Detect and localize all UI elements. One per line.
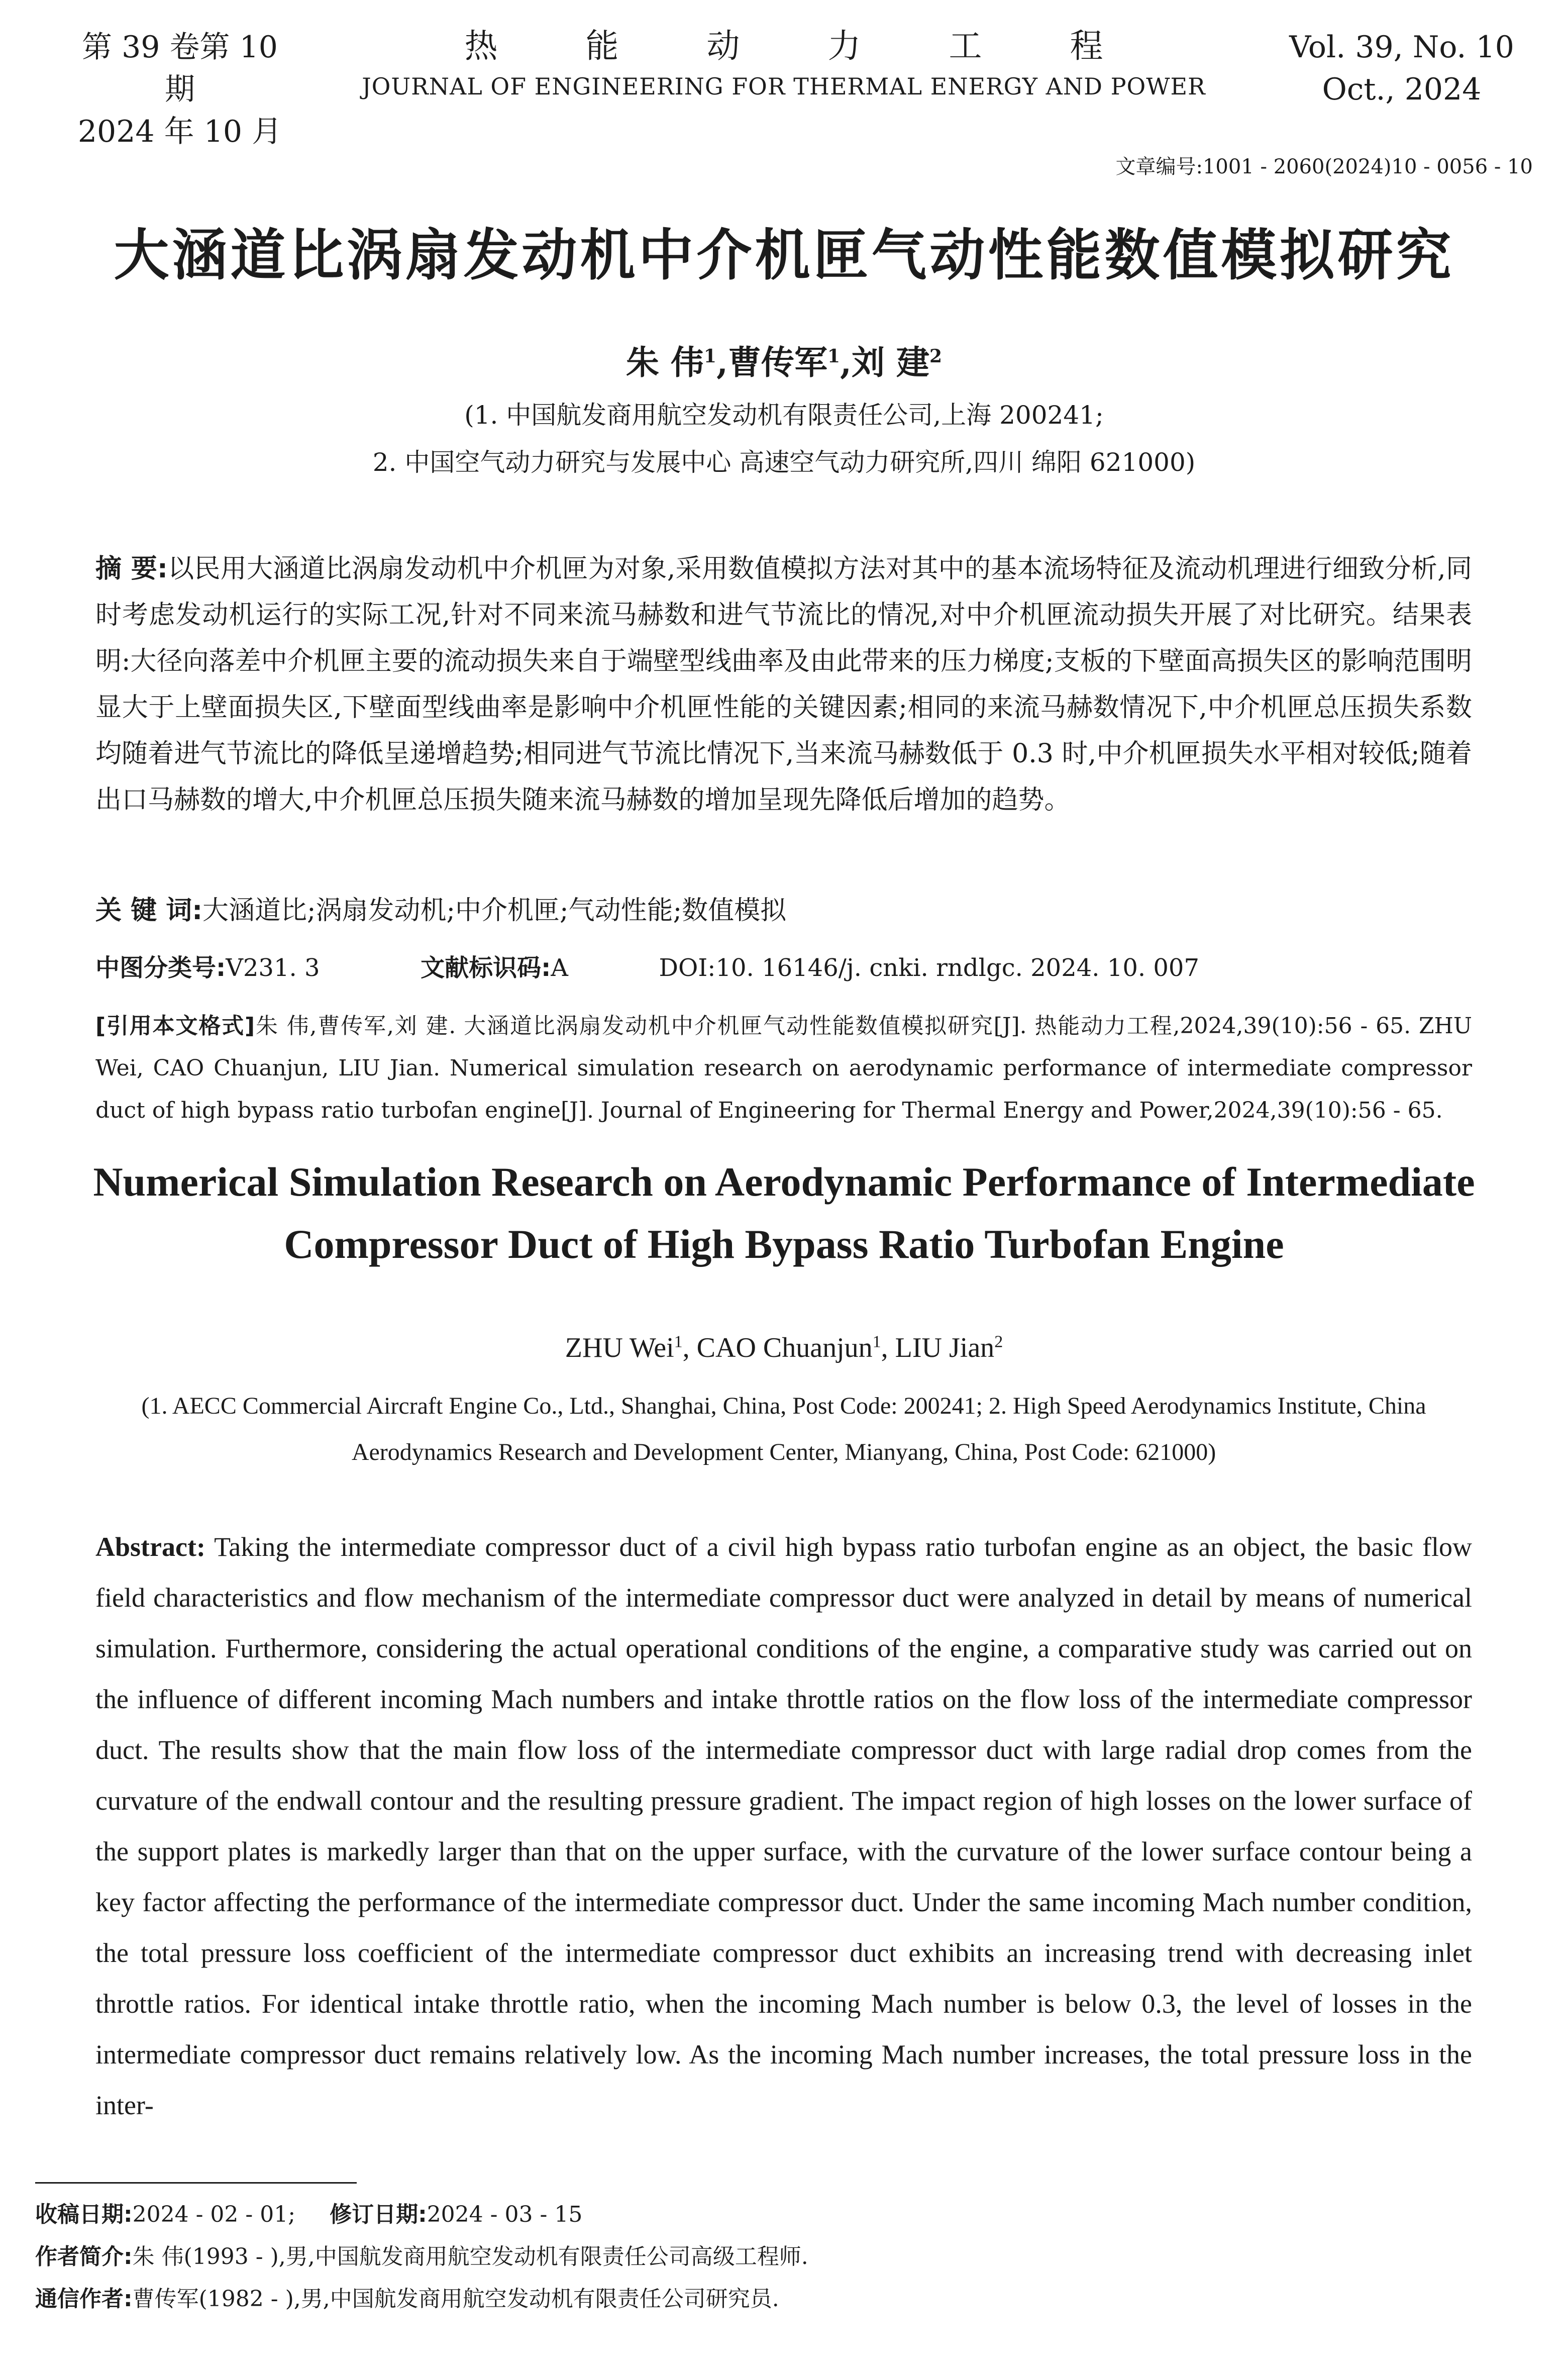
footnote-corresponding <box>35 2283 1532 2316</box>
paper-title-en <box>0 1151 1568 1275</box>
issue-date-en: Oct., 2024 <box>1322 72 1482 107</box>
author-name: 曹传军 <box>727 343 827 382</box>
affiliations-en: (1. AECC Commercial Aircraft Engine Co., Ltd., Shanghai, China, Post Code: 200241; 2. High Speed Aerodynamics Institute, China Aerodynamics Research and Development Center, Mianyang, China, Post Code: 621000) <box>141 1393 1426 1465</box>
affiliation-cn-line: 2. 中国空气动力研究与发展中心 高速空气动力研究所,四川 绵阳 621000) <box>372 448 1196 477</box>
clc-label: 中图分类号: <box>95 954 226 982</box>
classification-line <box>95 945 1472 991</box>
citation-label: [引用本文格式] <box>95 1013 255 1039</box>
revised-label: 修订日期: <box>330 2202 427 2227</box>
author-affiliation-mark: 1 <box>827 346 841 367</box>
footnote-dates <box>35 2198 1532 2231</box>
authors-en: ZHU Wei$^1$, CAO Chuanjun$^1$, LIU Jian$^2$ <box>565 1332 1003 1363</box>
issue-volume-en: Vol. 39, No. 10 <box>1289 30 1514 65</box>
issue-volume-cn: 第 39 卷第 10 期 <box>82 30 278 107</box>
paper-title-en-line: Compressor Duct of High Bypass Ratio Turbofan Engine <box>284 1221 1284 1267</box>
clc-value: V231. 3 <box>226 954 320 982</box>
author-name: 朱 伟 <box>625 343 704 382</box>
paper-title-en-line: Numerical Simulation Research on Aerodynamic Performance of Intermediate <box>93 1159 1475 1205</box>
author-name-en: ZHU Wei <box>565 1332 674 1363</box>
corresponding-text: 曹传军(1982 - ),男,中国航发商用航空发动机有限责任公司研究员. <box>132 2286 779 2312</box>
abstract-cn <box>95 546 1472 823</box>
revised-date: 2024 - 03 - 15 <box>427 2202 583 2227</box>
abstract-en-text: Taking the intermediate compressor duct of a civil high bypass ratio turbofan engine as an object, the basic flow field characteristics and flow mechanism of the intermediate compressor duct were analyzed in detail by means of numerical simulation. Furthermore, considering the actual operational conditions of the engine, a comparative study was carried out on the influence of different incoming Mach numbers and intake throttle ratios on the flow loss of the intermediate compressor duct. The results show that the main flow loss of the intermediate compressor duct with large radial drop comes from the curvature of the endwall contour and the resulting pressure gradient. The impact region of high losses on the lower surface of the support plates is markedly larger than that on the upper surface, with the curvature of the lower surface contour being a key factor affecting the performance of the intermediate compressor duct. Under the same incoming Mach number condition, the total pressure loss coefficient of the intermediate compressor duct exhibits an increasing trend with decreasing inlet throttle ratios. For identical intake throttle ratio, when the incoming Mach number is below 0.3, the level of losses in the intermediate compressor duct remains relatively low. As the incoming Mach number increases, the total pressure loss in the inter- <box>95 1532 1472 2120</box>
journal-issue-en <box>1286 26 1517 111</box>
doi: DOI:10. 16146/j. cnki. rndlgc. 2024. 10. 007 <box>659 954 1200 982</box>
journal-issue-cn <box>64 26 295 153</box>
author-affiliation-mark: 2 <box>994 1332 1003 1351</box>
affiliation-cn-line: (1. 中国航发商用航空发动机有限责任公司,上海 200241; <box>464 401 1104 430</box>
received-label: 收稿日期: <box>35 2202 133 2227</box>
journal-title-en: JOURNAL OF ENGINEERING FOR THERMAL ENERGY AND POWER <box>362 73 1206 100</box>
footnote-divider <box>35 2182 357 2184</box>
journal-title <box>352 26 1216 107</box>
keywords-cn-text: 大涵道比;涡扇发动机;中介机匣;气动性能;数值模拟 <box>202 896 787 926</box>
bio-label: 作者简介: <box>35 2244 133 2270</box>
citation-format <box>95 1005 1472 1132</box>
abstract-cn-text: 以民用大涵道比涡扇发动机中介机匣为对象,采用数值模拟方法对其中的基本流场特征及流动机理进行细致分析,同时考虑发动机运行的实际工况,针对不同来流马赫数和进气节流比的情况,对中介机匣流动损失开展了对比研究。结果表明:大径向落差中介机匣主要的流动损失来自于端壁型线曲率及由此带来的压力梯度;支板的下壁面高损失区的影响范围明显大于上壁面损失区,下壁面型线曲率是影响中介机匣性能的关键因素;相同的来流马赫数情况下,中介机匣总压损失系数均随着进气节流比的降低呈递增趋势;相同进气节流比情况下,当来流马赫数低于 0.3 时,中介机匣损失水平相对较低;随着出口马赫数的增大,中介机匣总压损失随来流马赫数的增加呈现先降低后增加的趋势。 <box>95 554 1472 815</box>
keywords-cn <box>95 888 1472 934</box>
journal-title-cn: 热能动力工程 <box>464 27 1191 65</box>
issue-date-cn: 2024 年 10 月 <box>77 114 282 149</box>
citation-text: 朱 伟,曹传军,刘 建. 大涵道比涡扇发动机中介机匣气动性能数值模拟研究[J]. 热能动力工程,2024,39(10):56 - 65. ZHU Wei, CAO Chuanjun, LIU Jian. Numerical simulation research on aerodynamic performance of intermediate compressor duct of high bypass ratio turbofan engine[J]. Journal of Engineering for Thermal Energy and Power,2024,39(10):56 - 65. <box>95 1013 1472 1123</box>
keywords-cn-label: 关 键 词: <box>95 896 203 926</box>
bio-text: 朱 伟(1993 - ),男,中国航发商用航空发动机有限责任公司高级工程师. <box>132 2244 808 2270</box>
author-affiliation-mark: 1 <box>872 1332 881 1351</box>
footnote-author-bio <box>35 2240 1532 2274</box>
doc-code-value: A <box>551 954 568 982</box>
paper-title-cn: 大涵道比涡扇发动机中介机匣气动性能数值模拟研究 <box>114 223 1454 287</box>
author-affiliation-mark: 1 <box>703 346 716 367</box>
abstract-en-label: Abstract: <box>95 1532 205 1562</box>
abstract-cn-label: 摘 要: <box>95 554 168 584</box>
article-number: 文章编号:1001 - 2060(2024)10 - 0056 - 10 <box>1115 155 1533 178</box>
author-name: 刘 建 <box>852 343 929 382</box>
author-affiliation-mark: 1 <box>674 1332 683 1351</box>
received-date: 2024 - 02 - 01; <box>132 2202 296 2227</box>
abstract-en <box>95 1522 1472 2131</box>
doc-code-label: 文献标识码: <box>421 954 551 982</box>
author-name-en: CAO Chuanjun <box>696 1332 873 1363</box>
corresponding-label: 通信作者: <box>35 2286 133 2312</box>
authors-cn: 朱 伟$^1$,曹传军$^1$,刘 建$^2$ <box>625 343 943 382</box>
author-affiliation-mark: 2 <box>929 346 943 367</box>
author-name-en: LIU Jian <box>895 1332 995 1363</box>
